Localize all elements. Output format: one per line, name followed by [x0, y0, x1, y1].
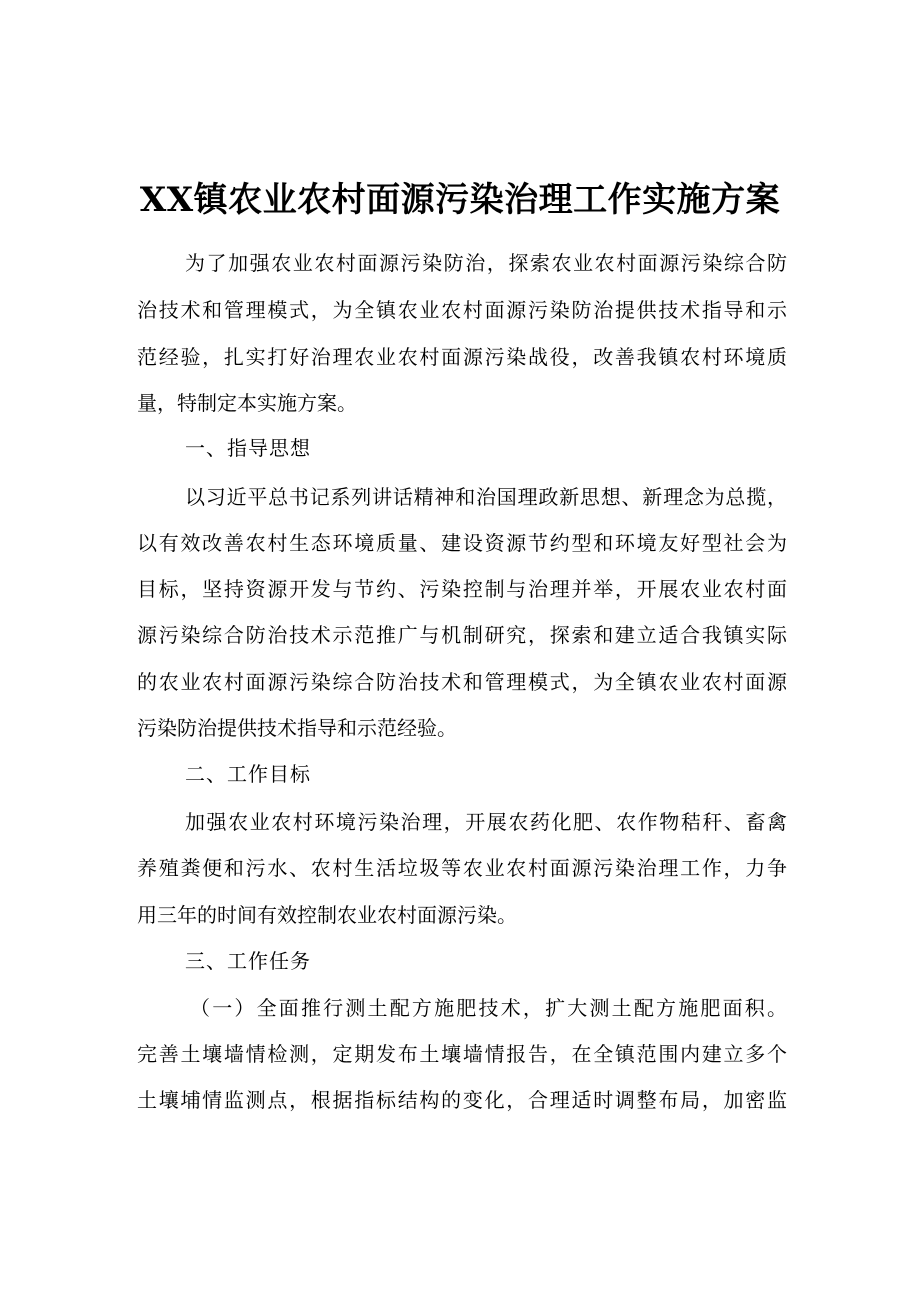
section-heading: 二、工作目标 — [185, 762, 311, 786]
paragraph-line: 的农业农村面源污染综合防治技术和管理模式，为全镇农业农村面源 — [137, 670, 787, 694]
paragraph-line: （一）全面推行测土配方施肥技术，扩大测土配方施肥面积。 — [190, 996, 787, 1020]
paragraph-line: 污染防治提供技术指导和示范经验。 — [137, 716, 457, 740]
paragraph-line: 量，特制定本实施方案。 — [137, 391, 357, 415]
document-title: XX镇农业农村面源污染治理工作实施方案 — [139, 180, 781, 220]
section-heading: 三、工作任务 — [185, 949, 311, 973]
paragraph-line: 源污染综合防治技术示范推广与机制研究，探索和建立适合我镇实际 — [137, 623, 787, 647]
paragraph-line: 以有效改善农村生态环境质量、建设资源节约型和环境友好型社会为 — [137, 531, 787, 555]
section-heading: 一、指导思想 — [185, 436, 311, 460]
paragraph-line: 治技术和管理模式，为全镇农业农村面源污染防治提供技术指导和示 — [137, 298, 787, 322]
paragraph-line: 养殖粪便和污水、农村生活垃圾等农业农村面源污染治理工作，力争 — [137, 856, 787, 880]
paragraph-line: 以习近平总书记系列讲话精神和治国理政新思想、新理念为总揽， — [185, 485, 787, 509]
paragraph-line: 用三年的时间有效控制农业农村面源污染。 — [137, 903, 517, 927]
paragraph-line: 范经验，扎实打好治理农业农村面源污染战役，改善我镇农村环境质 — [137, 345, 787, 369]
paragraph-line: 加强农业农村环境污染治理，开展农药化肥、农作物秸秆、畜禽 — [185, 810, 787, 834]
paragraph-line: 土壤埔情监测点，根据指标结构的变化，合理适时调整布局，加密监 — [137, 1088, 787, 1112]
paragraph-line: 目标，坚持资源开发与节约、污染控制与治理并举，开展农业农村面 — [137, 577, 787, 601]
paragraph-line: 为了加强农业农村面源污染防治，探索农业农村面源污染综合防 — [185, 251, 787, 275]
paragraph-line: 完善土壤墙情检测，定期发布土壤墙情报告，在全镇范围内建立多个 — [137, 1042, 787, 1066]
